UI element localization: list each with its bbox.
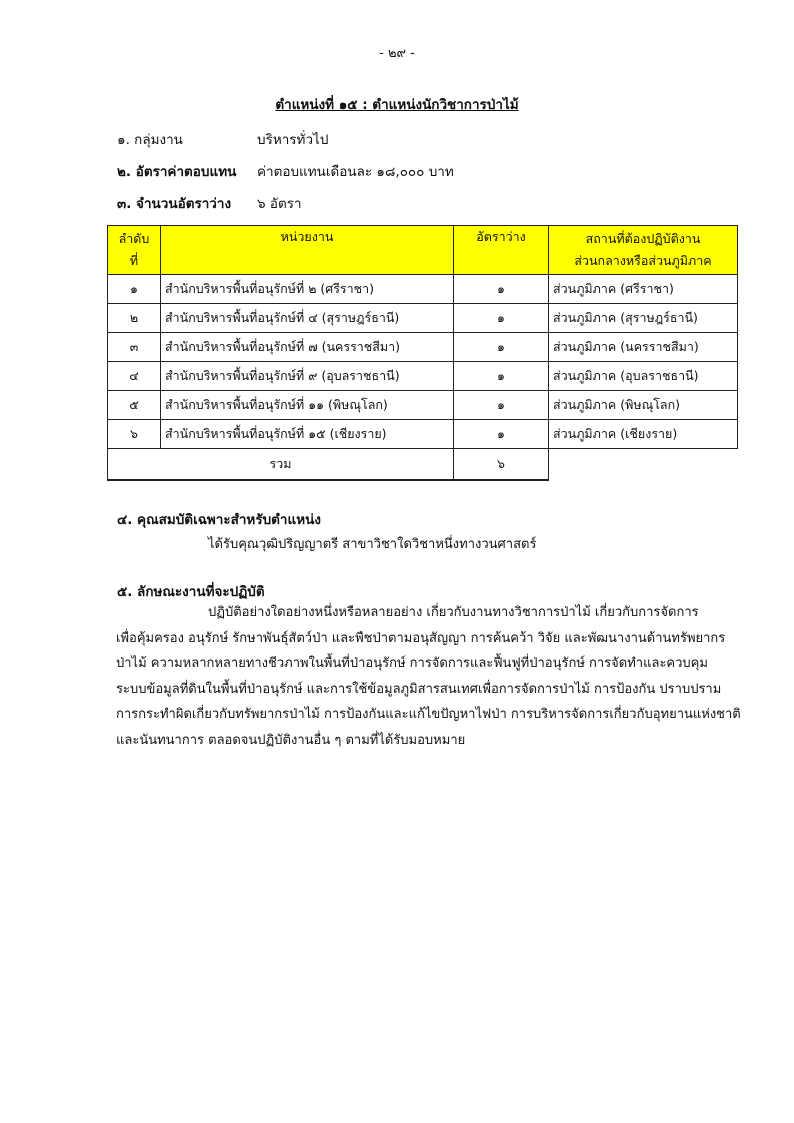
info-label: ๒. อัตราค่าตอบแทน [117,164,237,180]
header-location [549,226,738,275]
qualifications-text: ได้รับคุณวุฒิปริญญาตรี สาขาวิชาใดวิชาหนึ่งทางวนศาสตร์ [208,537,537,552]
row-no: ๒ [108,304,161,333]
row-no: ๔ [108,362,161,391]
total-label: รวม [108,449,454,481]
duties-paragraph [116,600,741,753]
row-no: ๖ [108,420,161,449]
section-qualifications-title: ๔. คุณสมบัติเฉพาะสำหรับตำแหน่ง [117,512,321,528]
row-vacancy: ๑ [454,420,549,449]
row-location: ส่วนภูมิภาค (ศรีราชา) [549,275,738,304]
header-unit: หน่วยงาน [161,226,454,275]
table-row [108,362,738,391]
row-unit: สำนักบริหารพื้นที่อนุรักษ์ที่ ๗ (นครราชสีมา) [161,333,454,362]
duties-line: เพื่อคุ้มครอง อนุรักษ์ รักษาพันธุ์สัตว์ป่า และพืชป่าตามอนุสัญญา การค้นคว้า วิจัย และพัฒนางานด้านทรัพยากร [116,630,726,646]
table-header-row [108,226,738,275]
duties-line: ปฏิบัติอย่างใดอย่างหนึ่งหรือหลายอย่าง เกี่ยวกับงานทางวิชาการป่าไม้ เกี่ยวกับการจัดการ [208,605,699,620]
table-row [108,333,738,362]
header-order [108,226,161,275]
info-value: ค่าตอบแทนเดือนละ ๑๘,๐๐๐ บาท [257,164,454,180]
row-vacancy: ๑ [454,304,549,333]
row-no: ๕ [108,391,161,420]
row-vacancy: ๑ [454,275,549,304]
duties-line: และนันทนาการ ตลอดจนปฏิบัติงานอื่น ๆ ตามที่ได้รับมอบหมาย [116,732,466,748]
row-unit: สำนักบริหารพื้นที่อนุรักษ์ที่ ๔ (สุราษฎร์ธานี) [161,304,454,333]
header-location-line1: สถานที่ต้องปฏิบัติงาน [585,231,701,246]
header-order-line1: ลำดับ [118,231,150,246]
table-row [108,391,738,420]
table-row [108,275,738,304]
position-heading [0,93,794,115]
row-no: ๑ [108,275,161,304]
page-number: - ๒๙ - [379,46,415,61]
section-duties-title: ๕. ลักษณะงานที่จะปฏิบัติ [117,584,265,600]
row-location: ส่วนภูมิภาค (อุบลราชธานี) [549,362,738,391]
header-location-line2: ส่วนกลางหรือส่วนภูมิภาค [574,253,712,268]
row-location: ส่วนภูมิภาค (นครราชสีมา) [549,333,738,362]
info-value: ๖ อัตรา [257,196,302,212]
row-unit: สำนักบริหารพื้นที่อนุรักษ์ที่ ๙ (อุบลราชธานี) [161,362,454,391]
row-no: ๓ [108,333,161,362]
duties-line: ระบบข้อมูลที่ดินในพื้นที่ป่าอนุรักษ์ และการใช้ข้อมูลภูมิสารสนเทศเพื่อการจัดการป่าไม้ การป้องกัน ปราบปราม [116,681,722,697]
row-vacancy: ๑ [454,333,549,362]
header-vacancy: อัตราว่าง [454,226,549,275]
info-label: ๑. กลุ่มงาน [117,132,183,148]
row-vacancy: ๑ [454,391,549,420]
row-unit: สำนักบริหารพื้นที่อนุรักษ์ที่ ๑๕ (เชียงราย) [161,420,454,449]
duties-line: ป่าไม้ ความหลากหลายทางชีวภาพในพื้นที่ป่าอนุรักษ์ การจัดการและฟื้นฟูที่ป่าอนุรักษ์ การจัดทำและควบคุม [116,656,708,671]
table-total-row [108,449,738,481]
info-value: บริหารทั่วไป [257,132,329,148]
duties-line: การกระทำผิดเกี่ยวกับทรัพยากรป่าไม้ การป้องกันและแก้ไขปัญหาไฟป่า การบริหารจัดการเกี่ยวกับอุทยานแห่งชาติ [116,707,741,722]
vacancy-table [107,225,738,481]
position-title: ตำแหน่งที่ ๑๕ : ตำแหน่งนักวิชาการป่าไม้ [275,97,519,113]
row-location: ส่วนภูมิภาค (เชียงราย) [549,420,738,449]
table-row [108,420,738,449]
header-order-line2: ที่ [129,253,139,268]
row-location: ส่วนภูมิภาค (พิษณุโลก) [549,391,738,420]
total-value: ๖ [454,449,549,481]
total-empty [549,449,738,481]
row-vacancy: ๑ [454,362,549,391]
row-location: ส่วนภูมิภาค (สุราษฎร์ธานี) [549,304,738,333]
row-unit: สำนักบริหารพื้นที่อนุรักษ์ที่ ๑๑ (พิษณุโลก) [161,391,454,420]
table-row [108,304,738,333]
row-unit: สำนักบริหารพื้นที่อนุรักษ์ที่ ๒ (ศรีราชา) [161,275,454,304]
info-label: ๓. จำนวนอัตราว่าง [117,196,232,212]
